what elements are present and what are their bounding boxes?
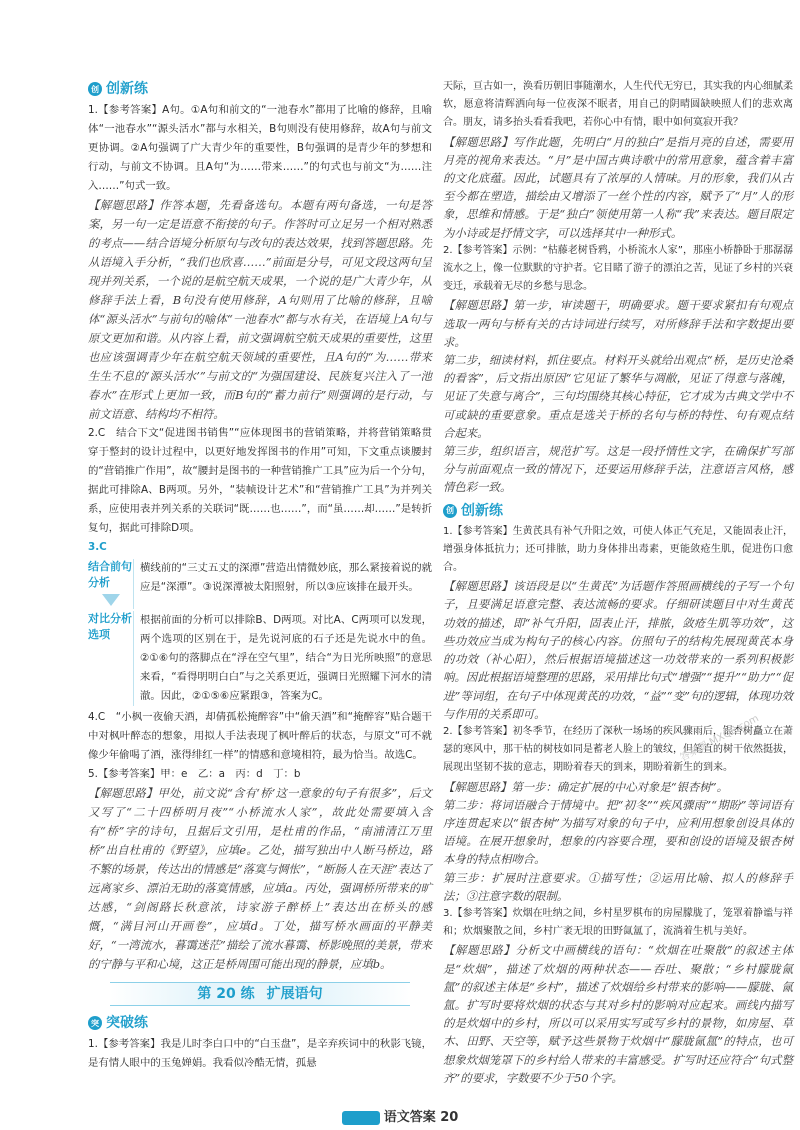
breakthrough-answer-1-continued: 天际，亘古如一，涣看历朝旧事随潮水，人生代代无穷已，其实我的内心细腻柔软，愿意将清辉洒向每一位夜深不眠者，用自己的阴晴圆缺映照人们的悲欢离合。朋友，请多抬头看看我吧，若你心中有情，眼中如何寞寂开我？ xyxy=(443,81,793,129)
answer-1: 1.【参考答案】A句。①A句和前文的“一池春水”都用了比喻的修辞，且喻体“一池春水”“源头活水”都与水相关，B句则没有使用修辞，故A句与前文更协调。②A句强调了广大青少年的重要性，B句强调的是青少年的梦想和行动，与前文不协调。且A句“为……带来……”的句式也与前文“为……注入……”句式一致。 xyxy=(88,104,432,192)
section-heading-innovation-2 xyxy=(443,500,793,522)
breakthrough-answer-1: 1.【参考答案】我是儿时李白口中的“白玉盘”，是辛弃疾词中的秋影飞镜，是有情人眼中的玉兔婵娟。我看似冷酷无情，孤悬 xyxy=(88,1038,432,1069)
innovation-answer-3: 3.【参考答案】炊烟在吐纳之间，乡村星罗棋布的房屋朦胧了，笼罩着静谧与祥和；炊烟聚散之间，乡村广袤无垠的田野氤氲了，流淌着生机与美好。 xyxy=(443,907,793,938)
lesson-banner xyxy=(110,982,410,1006)
lesson-title: 扩展语句 xyxy=(266,985,323,1002)
publisher-logo-icon xyxy=(342,1111,380,1125)
breakthrough-answer-2-step-2: 第二步，细读材料，抓住要点。材料开头就给出观点“桥，是历史沧桑的看客”，后文指出原因“它见证了繁华与凋敝，见证了得意与落魄，见证了失意与离合”，三句均围绕其核心特征，它才成为古典文学中不可或缺的重要意象。重点是选关于桥的名句与桥的特性、句有观点结合起来。 xyxy=(443,353,793,440)
innovation-answer-3-thinking: 【解题思路】分析文中画横线的语句：“炊烟在吐聚散”的叙述主体是“炊烟”，描述了炊烟的两种状态——吞吐、聚散；“乡村朦胧氤氲”的叙述主体是“乡村”，描述了炊烟给乡村带来的影响——朦胧、氤氲。扩写时要将炊烟的状态与其对乡村的影响对应起来。画线内描写的是炊烟中的乡村，所以可以采用实写或写乡村的景物，如房屋、草木、田野、天空等，赋予这些景物于炊烟中“朦胧氤氲”的特点，也可想象炊烟笼罩下的乡村给人带来的丰富感受。扩写时还应符合“句式整齐”的要求，字数要不少于50个字。 xyxy=(443,943,793,1085)
analysis-step-2-label: 对比分析选项 xyxy=(88,611,134,706)
innovation-answer-2: 2.【参考答案】初冬季节，在经历了深秋一场场的疾风骤雨后，银杏树矗立在萧瑟的寒风中，那干枯的树枝如同是蓄老人脸上的皱纹，但笔直的树干依然挺拔，展现出坚韧不拔的意志，期盼着春天的到来，期盼着新生的到来。 xyxy=(443,725,793,774)
answer-5-thinking: 【解题思路】甲处，前文说“含有‘桥’这一意象的句子有很多”，后文又写了“二十四桥明月夜”“小桥流水人家”，故此处需要填入含有“桥”字的诗句，且据后文引用，是杜甫的作品，“南浦清江万里桥”出自杜甫的《野望》，应填e。乙处，描写独出中人断马桥边，路不繁的场景，传达出的情感是“落寞与惆怅”，“断肠人在天涯”表达了远离家乡、漂泊无助的落寞情感，应填a。丙处，强调桥所带来的旷达感，“剑阁路长秋意浓，诗家游子醉桥上”表达出在桥头的感慨，“满目河山开画卷”，应填d。丁处，描写桥水画面的平静美好，“一湾流水，暮霭迷茫”描绘了流水暮霭、桥影晚照的美景，带来的宁静与平和心境，这正是桥周围可能出现的静景，应填b。 xyxy=(88,786,432,971)
breakthrough-icon: 突 xyxy=(88,1016,102,1030)
answer-5: 5.【参考答案】甲：e 乙：a 丙：d 丁：b xyxy=(88,768,301,780)
innovation-icon: 创 xyxy=(443,504,457,518)
section-heading-innovation-1 xyxy=(88,78,432,100)
innovation-answer-2-step-2: 第二步：将词语融合于情境中。把“初冬”“疾风骤雨”“期盼”等词语有序连贯起来以“银杏树”为描写对象的句子中，应利用想象创设具体的语境。在展开想象时，想象的内容要合理，要和创设的语境及银杏树本身的特点相吻合。 xyxy=(443,797,793,867)
section-title: 创新练 xyxy=(106,80,148,97)
left-column xyxy=(88,78,432,1073)
section-title: 创新练 xyxy=(461,502,503,519)
innovation-answer-1-thinking: 【解题思路】该语段是以“生黄芪”为话题作答照画横线的子写一个句子，且要满足语意完整、表达流畅的要求。仔细研读题目中对生黄芪功效的描述，即“补气升阳，固表止汗，排脓，敛疮生肌等功效”，这些功效应当成为构句子的核心内容。仿照句子的结构先展现黄芪本身的功效（补心阳），然后根据语境描述这一功效带来的一系列积极影响。因此根据语境整理的思路，采用排比句式“增强”“提升”“助力”“促进”等词组，在句子中体现黄芪的功效，“益”“变”句的逻辑，体现功效与作用的关系即可。 xyxy=(443,579,793,721)
watermark: 答案圈 MXQE.com xyxy=(678,713,761,764)
right-column xyxy=(443,78,793,1087)
breakthrough-answer-1-thinking: 【解题思路】写作此题，先明白“月的独白”是指月亮的自述，需要用月亮的视角来表达。“月”是中国古典诗歌中的常用意象，蕴含着丰富的文化底蕴。因此，试题具有了浓厚的人情味。月的形象，我们从古至今都在塑造，描绘由又增添了一丝个性的内容，赋予了“月”人的形象，思维和情感。于是“独白”领使用第一人称“我”来表达。题目限定为小诗或是抒情文字，可以选择其中一种形式。 xyxy=(443,134,793,240)
breakthrough-answer-2-step-3: 第三步，组织语言，规范扩写。这是一段抒情性文字，在确保扩写部分与前面观点一致的情况下，还要运用修辞手法，注意语言风格，感情色彩一致。 xyxy=(443,444,793,495)
lesson-number: 第 20 练 xyxy=(197,985,255,1002)
breakthrough-answer-2: 2.【参考答案】示例：“枯藤老树昏鸦，小桥流水人家”，那座小桥静卧于那潺潺流水之上，像一位默默的守护者。它目睹了游子的漂泊之苦，见证了乡村的兴衰变迁，承载着无尽的乡愁与思念。 xyxy=(443,244,793,293)
innovation-icon: 创 xyxy=(88,82,102,96)
breakthrough-answer-2-step-1: 【解题思路】第一步，审读题干，明确要求。题干要求紧扣有句观点选取一两句与桥有关的古诗词进行续写，对所修辞手法和字数提出要求。 xyxy=(443,298,793,349)
section-heading-breakthrough xyxy=(88,1012,432,1034)
section-title: 突破练 xyxy=(106,1014,148,1031)
innovation-answer-1: 1.【参考答案】生黄芪具有补气升阳之效，可使人体正气充足，又能固表止汗，增强身体抵抗力；还可排脓，助力身体排出毒素，更能敛疮生肌，促进伤口愈合。 xyxy=(443,525,793,574)
innovation-answer-2-step-3: 第三步：扩展时注意要求。①描写性；②运用比喻、拟人的修辞手法；③注意字数的限制。 xyxy=(443,870,793,903)
answer-3: 3.C xyxy=(88,541,107,553)
answer-4: 4.C “小枫一夜偷天酒，却倩孤松掩醉容”中“偷天酒”和“掩醉容”贴合题干中对枫叶醉态的想象，用拟人手法表现了枫叶醉后的状态，与原文“可不就像少年偷喝了酒，涨得绯红一样”的情感和意境相符，最为恰当。故选C。 xyxy=(88,711,432,761)
analysis-step-1 xyxy=(88,559,432,609)
arrow-down-icon xyxy=(102,594,120,606)
answer-2: 2.C 结合下文“促进图书销售”“应体现图书的营销策略，并将营销策略贯穿于整封的设计过程中，以更好地发挥图书的作用”可知，下文重点谈腰封的“营销推广作用”，故“腰封是图书的一种营销推广工具”应为后一个分句，据此可排除A、B两项。另外，“装帧设计艺术”和“营销推广工具”为并列关系，应使用表并列关系的关联词“既……也……”，而“虽……却……”是转折复句，据此可排除D项。 xyxy=(88,427,432,534)
page-footer xyxy=(0,1107,800,1128)
innovation-answer-2-step-1: 【解题思路】第一步：确定扩展的中心对象是“银杏树”。 xyxy=(443,779,729,794)
analysis-step-1-label: 结合前句分析 xyxy=(88,559,134,609)
answer-1-thinking: 【解题思路】作答本题，先看备选句。本题有两句备选，一句是答案，另一句一定是语意不衔接的句子。作答时可立足另一个相对熟悉的考点——结合语境分析原句与改句的表达效果，找到答题思路。先从语境入手分析，“我们也欣喜……”前面是分号，可见文段这两句呈现并列关系，一个说的是航空航天成果，一个说的是广大青少年，从修辞手法上看，B句没有使用修辞，A句则用了比喻的修辞，且喻体“源头活水”与前句的喻体“一池春水”都与水有关，在语境上A句与原文更加和谐。从内容上看，前文强调航空航天成果的重要性，这里也应该强调青少年在航空航天领域的重要性，且A句的“为……带来生生不息的‘源头活水’”与前文的“为强国建设、民族复兴注入了一池春水”在形式上更加一致，而B句的“蓄力前行”则强调的是行动，与前文语意、结构均不相符。 xyxy=(88,198,432,421)
analysis-step-2 xyxy=(88,611,432,706)
analysis-step-2-text: 根据前面的分析可以排除B、D两项。对比A、C两项可以发现，两个选项的区别在于，是先说河底的石子还是先说水中的鱼。②①⑥句的落脚点在“浮在空气里”，结合“为日光所映照”的意思来看，“看得明明白白”与之关系更近，强调日光照耀下河水的清澈。因此，②①⑤⑥应紧跟③，答案为C。 xyxy=(140,614,432,702)
analysis-step-1-text: 横线前的“三丈五丈的深潭”营造出情微妙底，那么紧接着说的就应是“深潭”。③说深潭被太阳照射，所以③应该排在最开头。 xyxy=(140,562,432,593)
footer-label: 语文答案 20 xyxy=(383,1110,459,1125)
